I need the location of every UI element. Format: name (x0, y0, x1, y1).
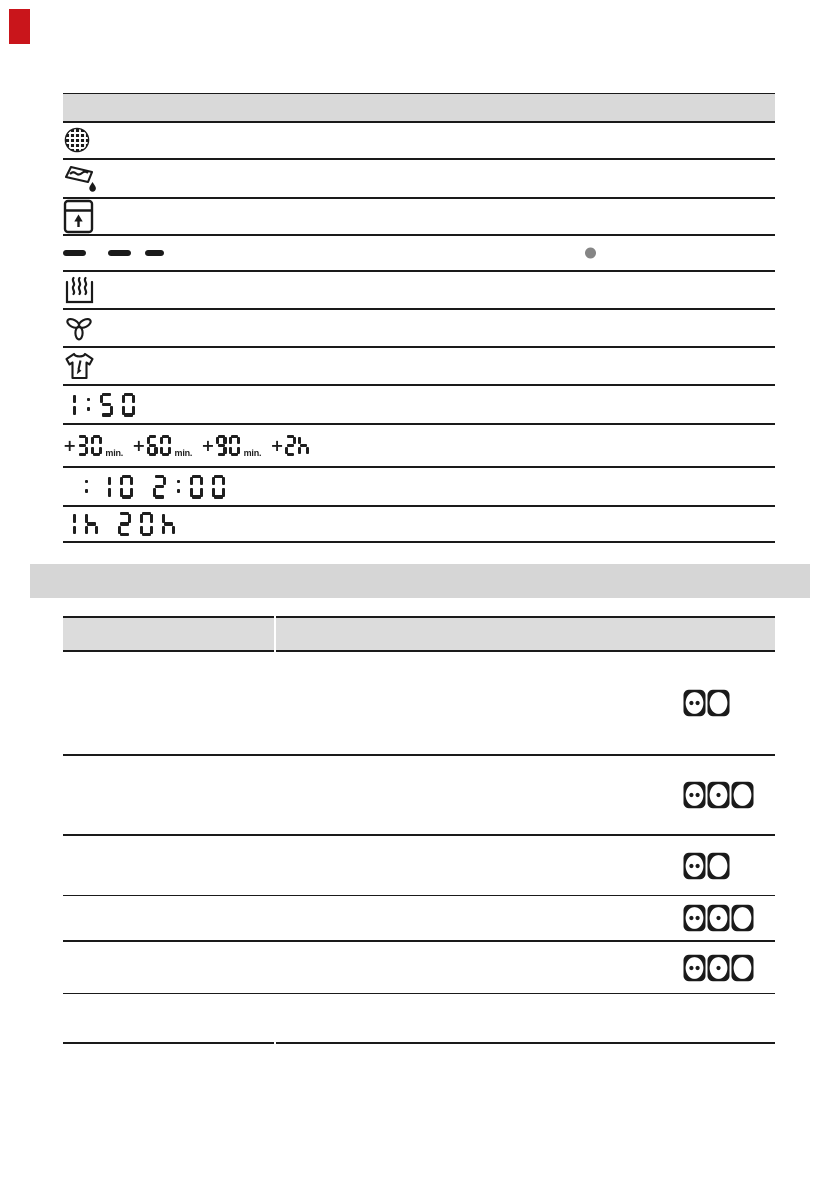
socket-empty-icon (731, 904, 754, 932)
empty-water-container-icon (63, 162, 101, 195)
table-row (63, 348, 775, 386)
page-marker-red-rectangle (9, 9, 30, 44)
cooling-fan-icon (63, 312, 95, 345)
table-row (63, 160, 775, 199)
socket-one-pin-icon (707, 781, 730, 809)
table-row (63, 236, 775, 272)
table-row (63, 756, 775, 836)
table-row (63, 199, 775, 237)
duration-display (63, 511, 184, 537)
progress-segments-icon (63, 250, 164, 256)
time-button-plus30: + min. (63, 436, 124, 458)
socket-group-icon (683, 954, 754, 982)
socket-two-pin-icon (683, 852, 706, 880)
table-row (63, 896, 775, 942)
socket-two-pin-icon (683, 954, 706, 982)
socket-two-pin-icon (683, 904, 706, 932)
table-row (63, 468, 775, 507)
symbol-legend-table (63, 93, 775, 543)
symbol-table-header (63, 93, 775, 123)
table-row (63, 425, 775, 468)
plus-sign: + (201, 436, 215, 455)
socket-group-icon (683, 852, 730, 880)
section-heading-band (30, 564, 810, 598)
program-table-header (63, 616, 775, 652)
filter-icon (63, 126, 91, 154)
table-row (63, 272, 775, 310)
gray-status-dot (585, 248, 596, 259)
time-display (63, 392, 144, 418)
program-table (63, 616, 775, 1044)
socket-two-pin-icon (683, 781, 706, 809)
socket-one-pin-icon (707, 904, 730, 932)
program-header-col1 (63, 616, 274, 652)
table-row (63, 836, 775, 896)
plus-sign: + (132, 436, 146, 455)
condenser-icon (63, 199, 94, 234)
table-row (63, 310, 775, 348)
table-row (63, 942, 775, 994)
garment-ready-icon (63, 351, 96, 382)
socket-empty-icon (707, 689, 730, 717)
time-button-plus90: + min. (201, 436, 262, 458)
time-button-plus2h (270, 433, 312, 459)
socket-group-icon (683, 904, 754, 932)
heating-phase-icon (63, 275, 96, 306)
socket-group-icon (683, 781, 754, 809)
time-button-plus60: + min. (132, 436, 193, 458)
table-row (63, 123, 775, 160)
table-row (63, 386, 775, 425)
socket-empty-icon (731, 781, 754, 809)
socket-one-pin-icon (707, 954, 730, 982)
table-row (63, 652, 775, 756)
table-row (63, 507, 775, 543)
plus-sign: + (270, 436, 284, 455)
table-row (63, 994, 775, 1044)
delay-display (83, 474, 234, 500)
plus-sign: + (63, 436, 77, 455)
program-header-col2 (276, 616, 775, 652)
socket-empty-icon (707, 852, 730, 880)
socket-empty-icon (731, 954, 754, 982)
socket-group-icon (683, 689, 730, 717)
socket-two-pin-icon (683, 689, 706, 717)
